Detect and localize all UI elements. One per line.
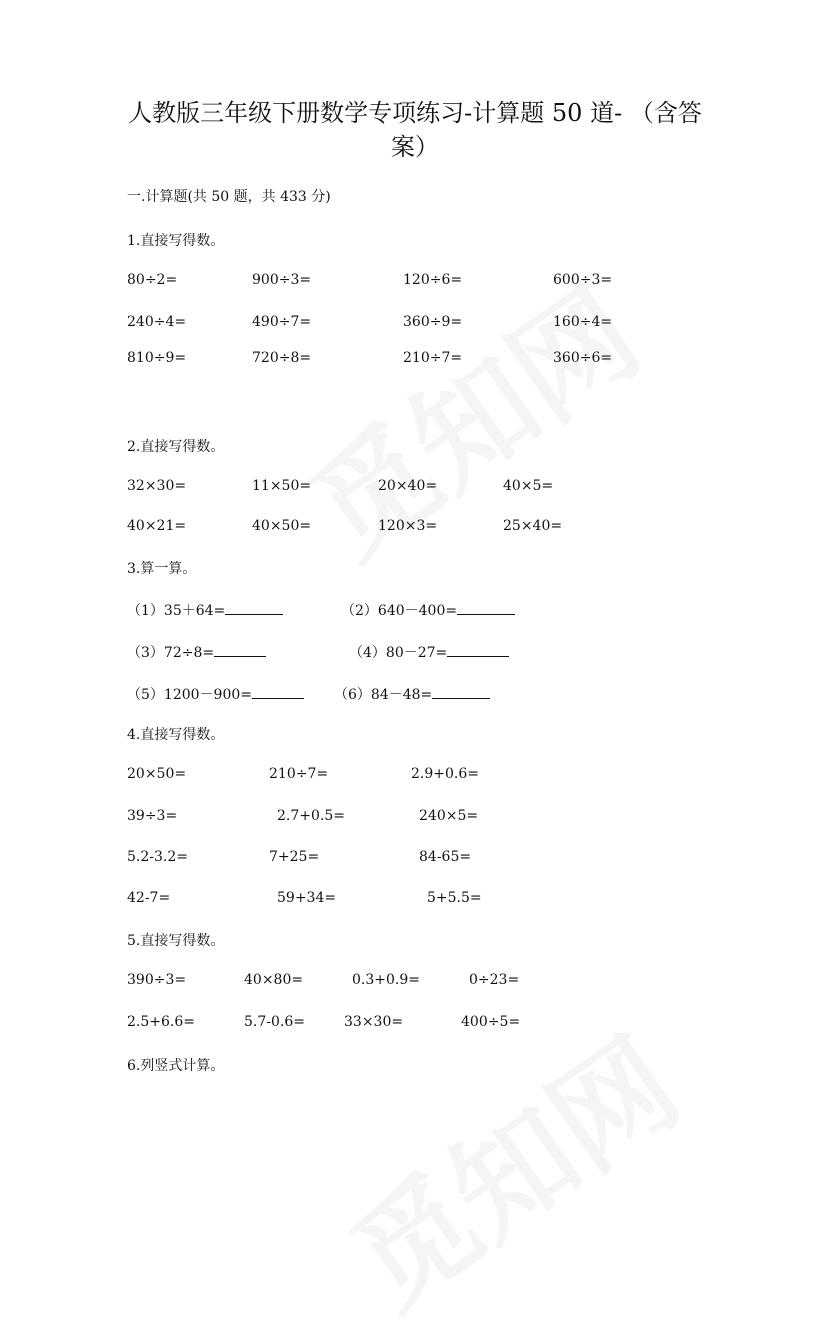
q5-problem: 5.7-0.6= xyxy=(244,1014,305,1030)
q5-problem: 2.5+6.6= xyxy=(127,1014,195,1030)
q4-problem: 5+5.5= xyxy=(427,890,482,906)
q4-problem: 84-65= xyxy=(419,849,472,865)
q1-problem: 360÷6= xyxy=(553,350,613,366)
q3-heading: 3.算一算。 xyxy=(127,561,197,577)
q3-problem: （2）640－400= xyxy=(341,603,458,619)
q4-problem: 5.2-3.2= xyxy=(127,849,188,865)
q1-problem: 490÷7= xyxy=(252,314,312,330)
q5-heading: 5.直接写得数。 xyxy=(127,933,225,949)
q1-heading: 1.直接写得数。 xyxy=(127,233,225,249)
q1-problem: 600÷3= xyxy=(553,272,613,288)
q4-problem: 210÷7= xyxy=(269,766,329,782)
q4-heading: 4.直接写得数。 xyxy=(127,727,225,743)
q5-problem: 0÷23= xyxy=(469,972,520,988)
q3-problem: （1）35＋64= xyxy=(127,603,226,619)
q6-heading: 6.列竖式计算。 xyxy=(127,1058,225,1074)
q1-problem: 900÷3= xyxy=(252,272,312,288)
q1-problem: 810÷9= xyxy=(127,350,187,366)
q4-problem: 42-7= xyxy=(127,890,171,906)
q3-item xyxy=(341,600,515,620)
q3-problem: （6）84－48= xyxy=(334,687,433,703)
answer-blank[interactable] xyxy=(457,600,515,615)
answer-blank[interactable] xyxy=(225,600,283,615)
page-title: 人教版三年级下册数学专项练习-计算题 50 道- （含答案） xyxy=(128,99,702,161)
q2-heading: 2.直接写得数。 xyxy=(127,439,225,455)
q1-problem: 360÷9= xyxy=(403,314,463,330)
q2-problem: 120×3= xyxy=(378,518,438,534)
q2-problem: 40×21= xyxy=(127,518,187,534)
q3-problem: （4）80－27= xyxy=(349,645,448,661)
q2-problem: 40×5= xyxy=(503,478,554,494)
answer-blank[interactable] xyxy=(447,642,509,657)
q4-problem: 2.7+0.5= xyxy=(277,808,345,824)
q5-problem: 40×80= xyxy=(244,972,304,988)
q4-problem: 7+25= xyxy=(269,849,320,865)
q5-problem: 33×30= xyxy=(344,1014,404,1030)
q3-problem: （3）72÷8= xyxy=(127,645,215,661)
q5-problem: 400÷5= xyxy=(461,1014,521,1030)
q1-problem: 240÷4= xyxy=(127,314,187,330)
q1-problem: 720÷8= xyxy=(252,350,312,366)
q2-problem: 32×30= xyxy=(127,478,187,494)
q2-problem: 11×50= xyxy=(252,478,312,494)
q2-problem: 25×40= xyxy=(503,518,563,534)
answer-blank[interactable] xyxy=(214,642,266,657)
answer-blank[interactable] xyxy=(252,684,304,699)
q4-problem: 240×5= xyxy=(419,808,479,824)
q4-problem: 20×50= xyxy=(127,766,187,782)
q3-item xyxy=(334,684,490,704)
q3-problem: （5）1200－900= xyxy=(127,687,252,703)
q3-item xyxy=(127,642,266,662)
q4-problem: 2.9+0.6= xyxy=(411,766,479,782)
q1-problem: 80÷2= xyxy=(127,272,178,288)
q4-problem: 39÷3= xyxy=(127,808,178,824)
q1-problem: 120÷6= xyxy=(403,272,463,288)
watermark xyxy=(313,992,707,1339)
q3-item xyxy=(127,684,304,704)
answer-blank[interactable] xyxy=(432,684,490,699)
q5-problem: 0.3+0.9= xyxy=(352,972,420,988)
watermark xyxy=(273,242,667,589)
q2-problem: 20×40= xyxy=(378,478,438,494)
section-heading: 一.计算题(共 50 题，共 433 分) xyxy=(127,189,331,205)
q3-item xyxy=(127,600,283,620)
q1-problem: 160÷4= xyxy=(553,314,613,330)
q5-problem: 390÷3= xyxy=(127,972,187,988)
q3-item xyxy=(349,642,509,662)
q1-problem: 210÷7= xyxy=(403,350,463,366)
q4-problem: 59+34= xyxy=(277,890,337,906)
q2-problem: 40×50= xyxy=(252,518,312,534)
